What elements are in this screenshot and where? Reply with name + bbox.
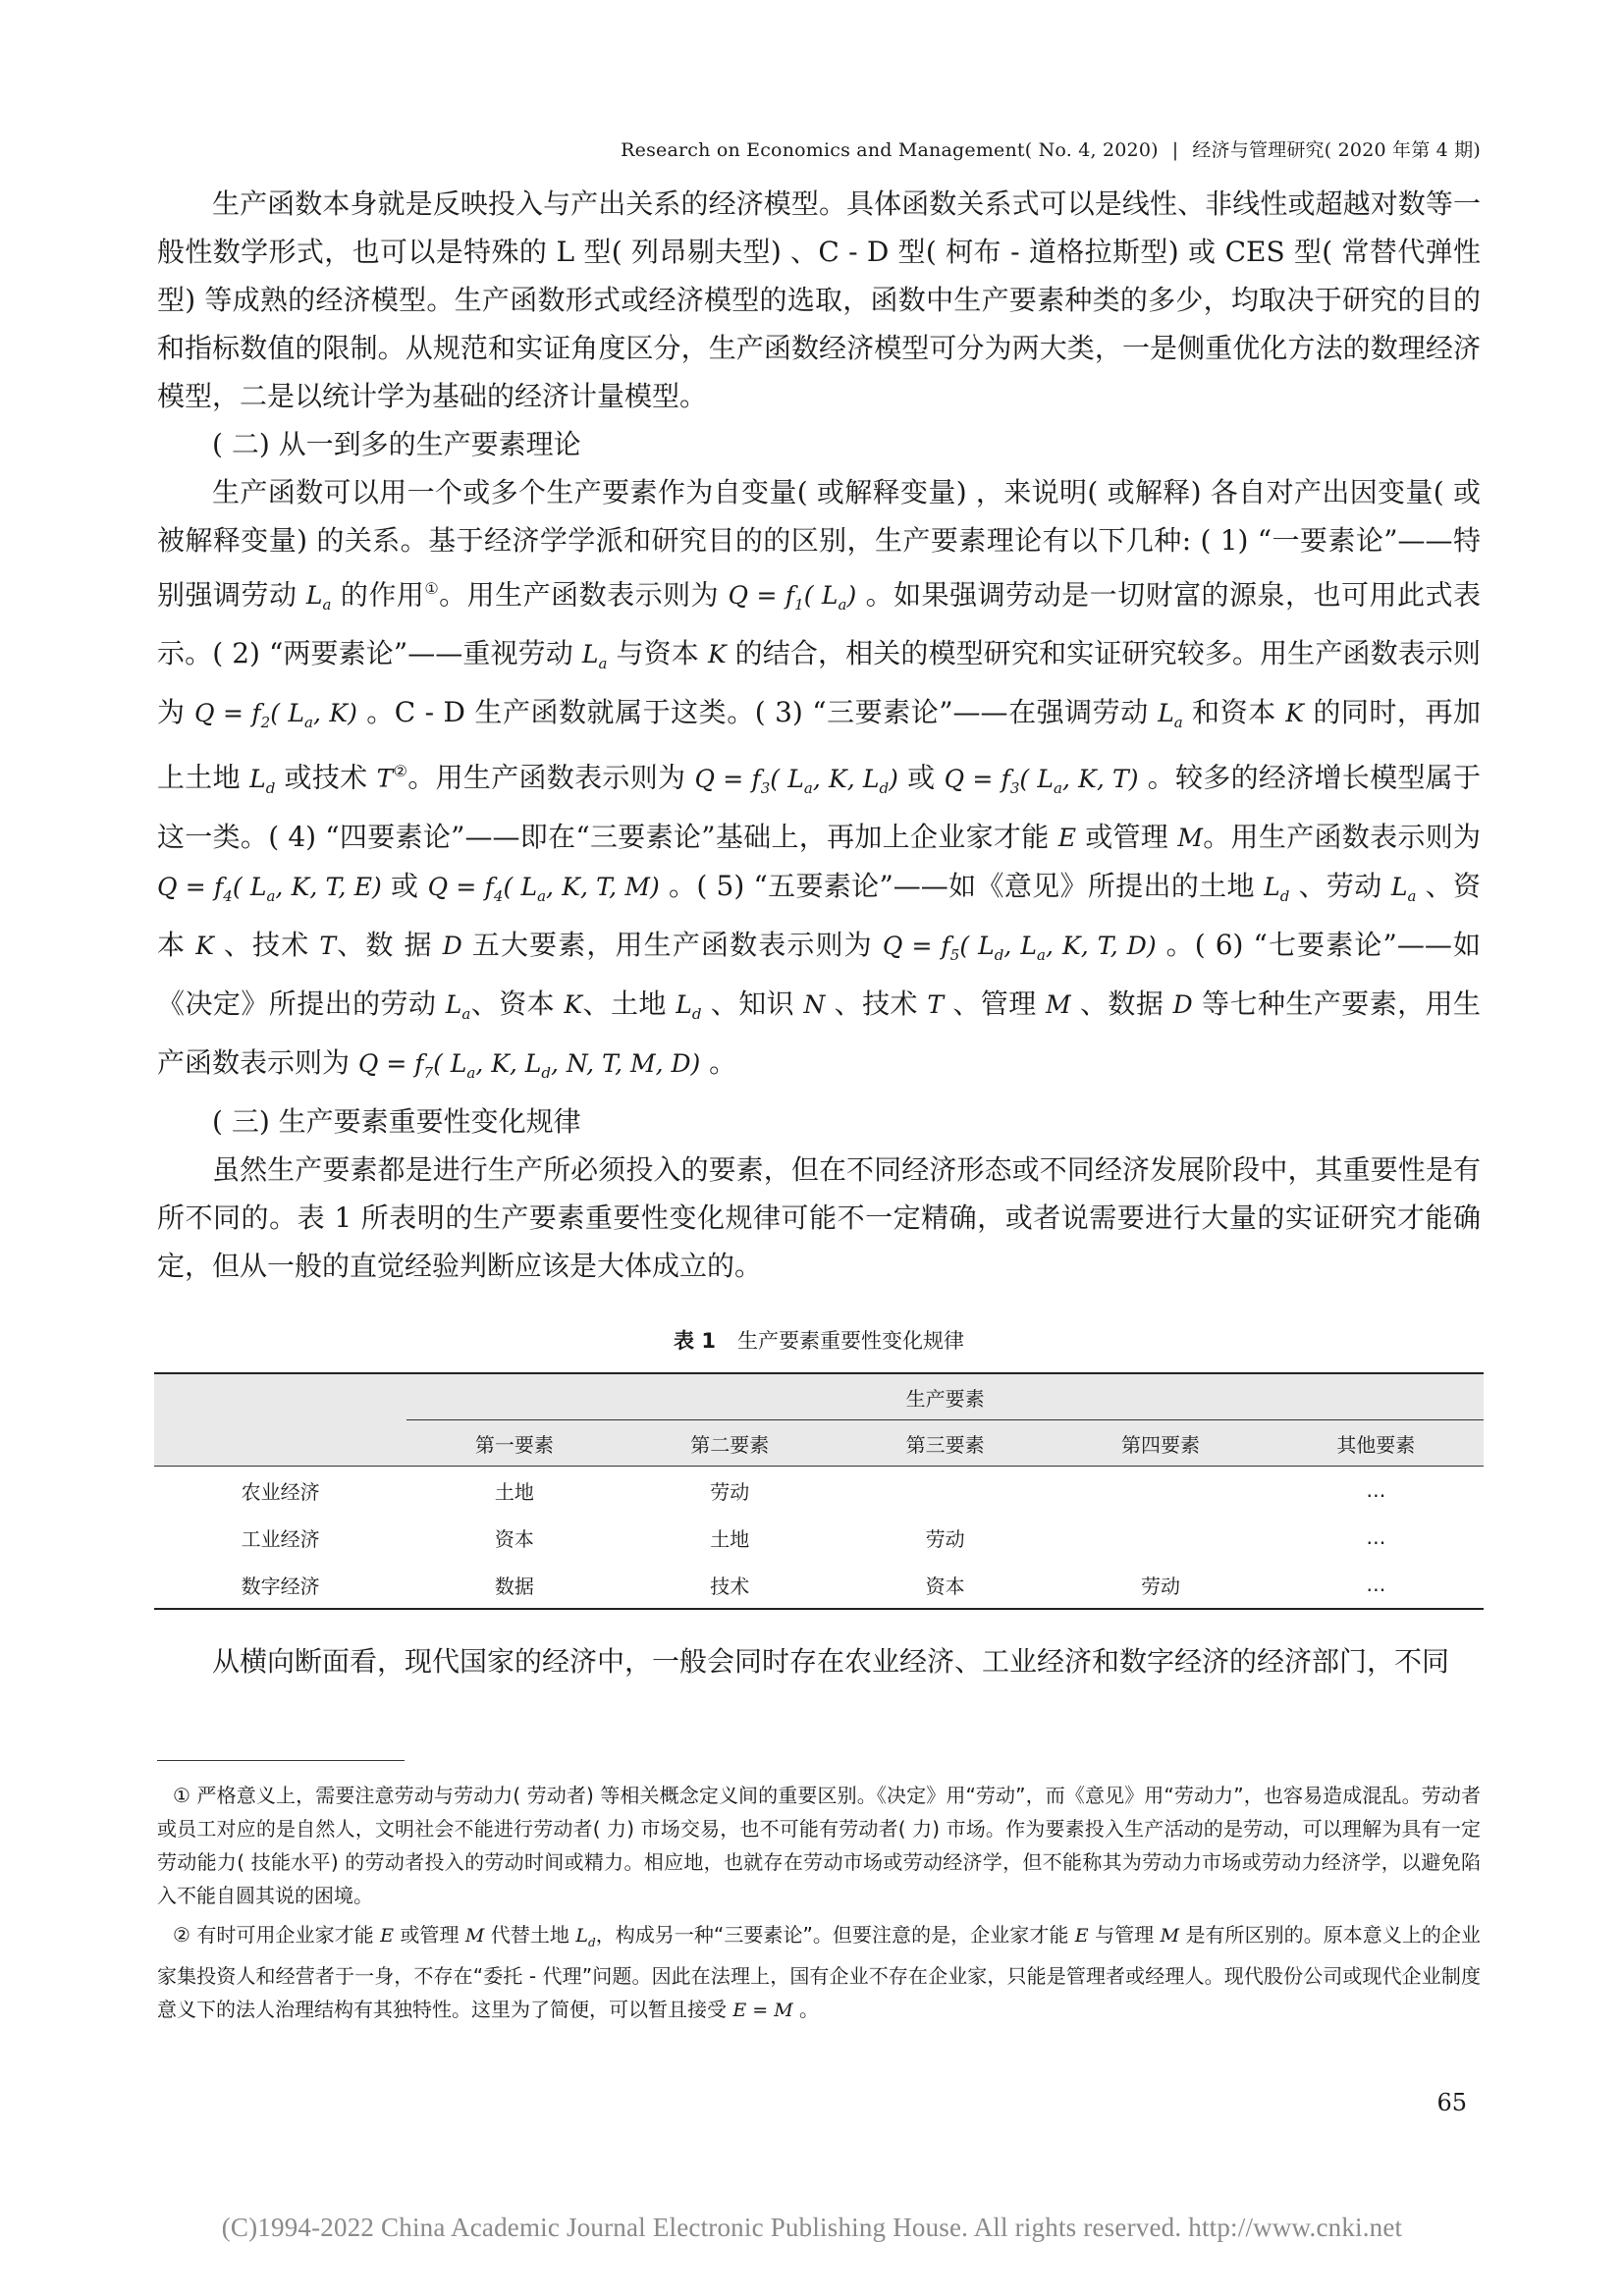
journal-name-english: Research on Economics and Management( No. 4, 2020) <box>621 139 1159 161</box>
table-cell: … <box>1366 1478 1386 1502</box>
row-label: 数字经济 <box>154 1561 406 1609</box>
footnote-ref-1[interactable]: ① <box>424 579 440 598</box>
header-separator: | <box>1171 139 1179 161</box>
table-cell: 土地 <box>494 1479 534 1504</box>
table-cell: 劳动 <box>925 1526 965 1551</box>
table-cell: 劳动 <box>1053 1561 1268 1609</box>
page-number: 65 <box>1436 2089 1467 2116</box>
journal-name-chinese: 经济与管理研究( 2020 年第 4 期) <box>1192 139 1481 161</box>
table-group-header: 生产要素 <box>406 1373 1484 1420</box>
after-table-text <box>157 1637 1481 1685</box>
table-cell: 劳动 <box>710 1479 750 1504</box>
footnote-divider <box>157 1760 405 1761</box>
column-header: 第一要素 <box>406 1420 622 1467</box>
table-row <box>154 1561 1484 1609</box>
row-label: 工业经济 <box>241 1526 320 1551</box>
paragraph-cross-section: 从横向断面看，现代国家的经济中，一般会同时存在农业经济、工业经济和数字经济的经济部门，不同 <box>212 1645 1450 1678</box>
table-cell <box>838 1467 1053 1515</box>
table-cell: 资本 <box>494 1526 534 1551</box>
column-header: 第二要素 <box>623 1420 838 1467</box>
table-row <box>154 1467 1484 1515</box>
table-corner-cell <box>154 1373 406 1467</box>
column-header: 其他要素 <box>1269 1420 1484 1467</box>
column-header: 第三要素 <box>838 1420 1053 1467</box>
table-caption <box>157 1325 1481 1355</box>
column-header: 第四要素 <box>1053 1420 1268 1467</box>
table-row <box>154 1514 1484 1561</box>
paragraph-importance-change: 虽然生产要素都是进行生产所必须投入的要素，但在不同经济形态或不同经济发展阶段中，其重要性是有所不同的。表 1 所表明的生产要素重要性变化规律可能不一定精确，或者说需要进行大量的实证研究才能确定，但从一般的直觉经验判断应该是大体成立的。 <box>157 1152 1481 1282</box>
paragraph-production-function: 生产函数本身就是反映投入与产出关系的经济模型。具体函数关系式可以是线性、非线性或超越对数等一般性数学形式，也可以是特殊的 L 型( 列昂剔夫型) 、C - D 型( 柯布 - 道格拉斯型) 或 CES 型( 常替代弹性型) 等成熟的经济模型。生产函数形式或经济模型的选取，函数中生产要素种类的多少，均取决于研究的目的和指标数值的限制。从规范和实证角度区分，生产函数经济模型可分为两大类，一是侧重优化方法的数理经济模型，二是以统计学为基础的经济计量模型。 <box>157 187 1481 412</box>
row-label: 农业经济 <box>241 1479 320 1504</box>
running-header <box>157 135 1481 162</box>
table-cell: … <box>1366 1525 1386 1549</box>
table-cell <box>1053 1514 1268 1561</box>
table-cell: … <box>1269 1561 1484 1609</box>
footnote-ref-2[interactable]: ② <box>393 762 408 781</box>
section-heading-3: ( 三) 生产要素重要性变化规律 <box>212 1104 581 1138</box>
table-cell: 数据 <box>406 1561 622 1609</box>
table-number: 表 1 <box>674 1329 716 1353</box>
copyright-notice: (C)1994-2022 China Academic Journal Electronic Publishing House. All rights reserved. http://www.cnki.net <box>221 2213 1403 2242</box>
footnote-1: ① 严格意义上，需要注意劳动与劳动力( 劳动者) 等相关概念定义间的重要区别。《决定》用“劳动”，而《意见》用“劳动力”，也容易造成混乱。劳动者或员工对应的是自然人，文明社会不能进行劳动者( 力) 市场交易，也不可能有劳动者( 力) 市场。作为要素投入生产活动的是劳动，可以理解为具有一定劳动能力( 技能水平) 的劳动者投入的劳动时间或精力。相应地，也就存在劳动市场或劳动经济学，但不能称其为劳动力市场或劳动力经济学，以避免陷入不能自圆其说的困境。 <box>157 1784 1481 1907</box>
factor-importance-table <box>154 1372 1484 1610</box>
section-heading-2: ( 二) 从一到多的生产要素理论 <box>212 428 581 460</box>
paragraph-factor-theories: 生产函数可以用一个或多个生产要素作为自变量( 或解释变量) ，来说明( 或解释) 各自对产出因变量( 或被解释变量) 的关系。基于经济学学派和研究目的的区别，生产要素理论有以下几种: ( 1) “一要素论”——特别强调劳动 $L_a$ 的作用①。用生产函数表示则为 $Q = f_1$( $L_a$) 。如果强调劳动是一切财富的源泉，也可用此式表示。( 2) “两要素论”——重视劳动 $L_a$ 与资本 K 的结合，相关的模型研究和实证研究较多。用生产函数表示则为 $Q = f_2$( $L_a$, K) 。C - D 生产函数就属于这类。( 3) “三要素论”——在强调劳动 $L_a$ 和资本 K 的同时，再加上土地 $L_d$ 或技术 T②。用生产函数表示则为 $Q = f_3$( $L_a$, K, $L_d$) 或 $Q = f_3$( $L_a$, K, T) 。较多的经济增长模型属于这一类。( 4) “四要素论”——即在“三要素论”基础上，再加上企业家才能 E 或管理 M。用生产函数表示则为 $Q = f_4$( $L_a$, K, T, E) 或 $Q = f_4$( $L_a$, K, T, M) 。( 5) “五要素论”——如《意见》所提出的土地 $L_d$ 、劳动 $L_a$ 、资本 K 、技术 T、数 据 D 五大要素，用生产函数表示则为 $Q = f_5$( $L_d$, $L_a$, K, T, D) 。( 6) “七要素论”——如《决定》所提出的劳动 $L_a$、资本 K、土地 $L_d$ 、知识 N 、技术 T 、管理 M 、数据 D 等七种生产要素，用生产函数表示则为 $Q = f_7$( $L_a$, K, $L_d$, N, T, M, D) 。 <box>157 476 1482 1082</box>
main-body <box>157 180 1481 1290</box>
table-title: 生产要素重要性变化规律 <box>736 1329 964 1353</box>
table-cell: 资本 <box>838 1561 1053 1609</box>
table-cell: 技术 <box>623 1561 838 1609</box>
table-cell <box>1053 1467 1268 1515</box>
footnotes <box>157 1779 1481 2033</box>
table-cell: 土地 <box>710 1526 750 1551</box>
footnote-2: ② 有时可用企业家才能 E 或管理 M 代替土地 $L_d$，构成另一种“三要素论”。但要注意的是，企业家才能 E 与管理 M 是有所区别的。原本意义上的企业家集投资人和经营者于一身，不存在“委托 - 代理”问题。因此在法理上，国有企业不存在企业家，只能是管理者或经理人。现代股份公司或现代企业制度意义下的法人治理结构有其独特性。这里为了简便，可以暂且接受 E = M 。 <box>157 1923 1482 2021</box>
